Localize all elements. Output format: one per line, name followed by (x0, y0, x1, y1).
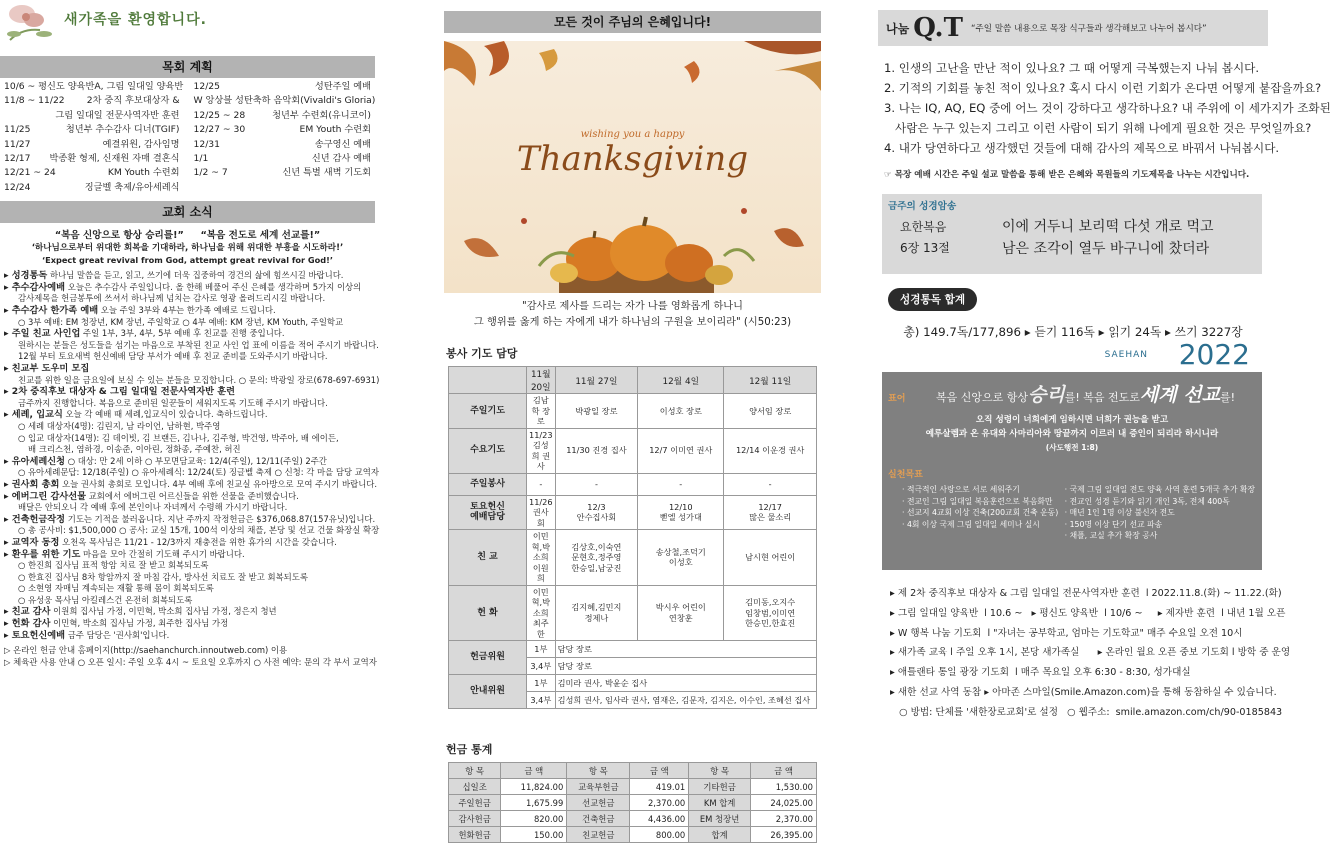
duty-cell: 김지혜,김민지 정제나 (555, 585, 638, 641)
goal-item: · 선교지 4교회 이상 건축(200교회 건축 운동) (902, 508, 1059, 517)
news-detail: 하나님 말씀을 듣고, 읽고, 쓰기에 더욱 집중하여 경건의 삶에 힘쓰시길 바랍니다. (47, 270, 344, 281)
slogan-main: “복음 신앙으로 항상 승리를!” “복음 전도로 세계 선교를!” (54, 230, 321, 242)
schedule-date: 12/24 (4, 181, 31, 193)
offering-row (449, 779, 817, 795)
online-offering-note: ▷ 온라인 헌금 안내 홈페이지(http://saehanchurch.innoutweb.com) 이용 (4, 645, 288, 656)
grace-banner: 모든 것이 주님의 은혜입니다! (444, 11, 821, 33)
news-detail: ○ 총 공사비: $1,500,000 ○ 공사: 교실 15개, 100석 이상의 채플, 본당 및 선교 건물 화장실 확장 (18, 525, 380, 536)
schedule-date: 11/27 (4, 138, 31, 150)
schedule-row (194, 152, 372, 166)
duty-date-header: 12월 4일 (638, 367, 724, 394)
offering-amount: 419.01 (630, 779, 689, 795)
schedule-event: 신년 감사 예배 (311, 153, 371, 165)
schedule-date: 11/8 ~ 11/22 (4, 95, 65, 107)
news-heading: ▸ 에버그린 감사선물 (4, 490, 87, 502)
memory-verse-box (882, 194, 1262, 274)
schedule-event: 송구영신 예배 (314, 138, 371, 150)
schedule-event: 박종환 형제, 신재원 자매 결혼식 (49, 153, 180, 165)
news-detail: ○ 세례 대상자(4명): 김린지, 남 라이언, 남하현, 박주영 (18, 420, 221, 431)
schedule-event: 2차 중직 후보대상자 & (86, 95, 180, 107)
duty-row (449, 394, 817, 429)
news-heading: ▸ 토요헌신예배 (4, 629, 66, 641)
schedule-row (194, 123, 372, 137)
offering-amount: 26,395.00 (750, 827, 816, 843)
schedule-row (194, 138, 372, 152)
offering-amount: 2,370.00 (630, 795, 689, 811)
news-heading: ▸ 세례, 입교식 (4, 409, 63, 421)
news-item (4, 456, 371, 468)
news-detail: 오늘 권사회 총회로 모입니다. 4부 예배 후에 친교실 유아방으로 모여 주시기 바랍니다. (59, 478, 378, 489)
news-detail: ○ 유성웅 목사님 아킬레스건 온전히 회복되도록 (18, 594, 193, 605)
news-item (4, 398, 371, 410)
card-title: Thanksgiving (516, 139, 749, 179)
announcement-links (878, 584, 1291, 723)
schedule-date: 1/2 ~ 7 (193, 167, 228, 179)
news-heading: ▸ 2차 중직후보 대상자 & 그림 일대일 전문사역자반 훈련 (4, 386, 235, 398)
guide-names: 김미라 권사, 박윤순 집사 (555, 675, 816, 692)
goal-label: 실천목표 (888, 470, 923, 480)
qt-header (878, 10, 1268, 46)
schedule-date: 12/17 (4, 153, 31, 165)
schedule-row (4, 166, 180, 180)
goal-item: · 전교인 그림 일대일 복음훈련으로 복음화만 (902, 496, 1053, 506)
duty-row-label: 주일기도 (449, 394, 527, 429)
announcement-link[interactable]: ▸ 새가족 교육 l 주일 오후 1시, 본당 새가족실 ▸ 온라인 월요 오픈 중보 기도회 l 방학 중 운영 (890, 647, 1291, 659)
offering-row (449, 827, 817, 843)
motto-part-b: 승리 (1028, 384, 1065, 406)
news-item (4, 282, 371, 294)
offering-item: KM 합계 (689, 795, 751, 811)
schedule-date: 11/25 (4, 124, 31, 136)
offering-amount: 820.00 (501, 811, 567, 827)
news-item (4, 618, 371, 630)
year-number: 2022 (1178, 338, 1250, 371)
news-item (4, 328, 371, 340)
motto-label: 표어 (888, 394, 906, 404)
offering-amount: 24,025.00 (750, 795, 816, 811)
motto-part-a: 복음 신앙으로 항상 (936, 391, 1029, 404)
news-item (4, 363, 371, 375)
offering-amount: 800.00 (630, 827, 689, 843)
money-part: 3,4부 (527, 658, 556, 675)
qt-label-small: 나눔 (886, 21, 910, 36)
news-detail: 금주까지 진행합니다. 복음으로 준비된 일꾼들이 세워지도록 기도해 주시기 바랍니다. (18, 397, 328, 408)
offering-amount: 150.00 (501, 827, 567, 843)
news-detail: 이민혁, 박소희 집사님 가정, 최주한 집사님 가정 (50, 618, 229, 629)
news-item (4, 583, 371, 595)
welcome-text: 새가족을 환영합니다. (64, 12, 207, 28)
duty-cell: 11/26 권사회 (527, 495, 556, 530)
news-item (4, 560, 371, 572)
duty-row (449, 530, 817, 586)
schedule-title: 목회 계획 (0, 56, 375, 78)
news-list (0, 270, 380, 641)
money-names: 담당 장로 (555, 641, 816, 658)
duty-cell: 12/10 뻗엘 성가대 (638, 495, 724, 530)
duty-cell: 이민혁,박소희 이원희 (527, 530, 556, 586)
offering-header: 금 액 (630, 763, 689, 779)
offering-header: 금 액 (501, 763, 567, 779)
goal-item: · 150명 이상 단기 선교 파송 (1064, 519, 1163, 529)
schedule-date: W 앙상블 성탄축하 음악회(Vivaldi's Gloria) (193, 95, 376, 107)
news-heading: ▸ 헌화 감사 (4, 618, 51, 630)
announcement-link[interactable]: ▸ 새한 선교 사역 동참 ▸ 아마존 스마일(Smile.Amazon.com)을 통해 동참하실 수 있습니다. (890, 686, 1277, 698)
announcement-link[interactable]: ○ 방법: 단체를 '새한장로교회'로 설정 ○ 웹주소: smile.amazon.com/ch/90-0185843 (890, 706, 1283, 718)
duty-cell: 김남학 장로 (527, 394, 556, 429)
offering-header: 항 목 (449, 763, 501, 779)
qt-label-big: Q.T (913, 13, 963, 43)
news-detail: ○ 대상: 만 2세 이하 ○ 부모면담교육: 12/4(주일), 12/11(주일) 2주간 (65, 455, 327, 466)
motto-verse-ref: (사도행전 1:8) (1045, 443, 1099, 452)
offering-item: 교육부헌금 (567, 779, 630, 795)
news-item (4, 502, 371, 514)
announcement-link[interactable]: ▸ 애틀랜타 통일 광장 기도회 l 매주 목요일 오후 6:30 - 8:30, 성가대실 (890, 667, 1191, 679)
news-item (4, 513, 376, 526)
news-item (4, 305, 371, 317)
offering-item: 선교헌금 (567, 795, 630, 811)
offering-title: 헌금 통계 (446, 743, 493, 756)
news-detail: 오늘은 추수감사 주일입니다. 올 한해 베풀어 주신 은혜를 생각하며 5가지 이상의 (65, 281, 362, 292)
goal-item: · 채플, 교실 추가 확장 공사 (1064, 531, 1158, 540)
duty-cell: 12/17 많은 물소리 (724, 495, 817, 530)
goal-item: · 매년 1인 1명 이상 불신자 전도 (1064, 508, 1175, 517)
duty-corner (449, 367, 527, 394)
duty-cell: 이민혁,박소희 최주한 (527, 585, 556, 641)
offering-item: 감사헌금 (449, 811, 501, 827)
news-heading: ▸ 주일 친교 사인업 (4, 328, 81, 340)
news-title: 교회 소식 (0, 201, 375, 223)
schedule-date: 12/21 ~ 24 (4, 167, 56, 179)
guide-row (449, 675, 817, 692)
qt-question: 2. 기적의 기회를 놓친 적이 있나요? 혹시 다시 이런 기회가 온다면 어떻게 붙잡을까요? (884, 81, 1322, 95)
schedule-list (0, 80, 375, 195)
duty-row (449, 585, 817, 641)
announcement-link[interactable]: ▸ W 행복 나눔 기도회 l "자녀는 공부학교, 엄마는 기도학교" 매주 수요일 오전 10시 (890, 627, 1243, 639)
schedule-event: KM Youth 수련회 (107, 167, 180, 179)
duty-date-header: 12월 11일 (724, 367, 817, 394)
announcement-link[interactable]: ▸ 그림 일대일 양육반 l 10.6 ~ ▸ 평신도 양육반 l 10/6 ~ ▸ 제자반 훈련 l 내년 1월 오픈 (890, 607, 1286, 619)
column-left (0, 0, 380, 793)
schedule-row (4, 94, 180, 108)
offering-item: EM 청장년 (689, 811, 751, 827)
news-item (4, 270, 371, 282)
offering-row (449, 795, 817, 811)
verse-line-1: "감사로 제사를 드리는 자가 나를 영화롭게 하나니 (522, 301, 743, 312)
news-heading: ▸ 추수감사 한가족 예배 (4, 305, 99, 317)
schedule-date: 12/27 ~ 30 (193, 124, 246, 136)
qt-description: “주일 말씀 내용으로 목장 식구들과 생각해보고 나누어 봅시다” (970, 24, 1207, 34)
offering-item: 건축헌금 (567, 811, 630, 827)
memory-text-1: 이에 거두니 보리떡 다섯 개로 먹고 (1002, 219, 1214, 235)
news-item (4, 467, 379, 479)
offering-amount: 11,824.00 (501, 779, 567, 795)
news-item (4, 374, 380, 387)
memory-title: 금주의 성경암송 (888, 201, 957, 212)
goal-item: · 적극적인 사랑으로 서로 세워주기 (902, 485, 1020, 494)
news-heading: ▸ 추수감사예배 (4, 281, 66, 293)
duty-cell: - (638, 473, 724, 495)
schedule-date: 12/25 ~ 28 (193, 109, 246, 121)
offering-amount: 1,675.99 (501, 795, 567, 811)
duty-row-label: 주일봉사 (449, 473, 527, 495)
duty-cell: 김미동,오지수 임창범,이미연 한승민,한효진 (724, 585, 817, 641)
schedule-row (193, 94, 376, 108)
news-item (4, 351, 371, 363)
duty-date-header: 11월 27일 (555, 367, 638, 394)
schedule-event: 청년부 수련회(유니코이) (272, 109, 371, 121)
announcement-link[interactable]: ▸ 제 2차 중직후보 대상자 & 그림 일대일 전문사역자반 훈련 l 2022.11.8.(화) ~ 11.22.(화) (890, 588, 1282, 599)
duty-cell: 이성호 장로 (638, 394, 724, 429)
duty-cell: - (527, 473, 556, 495)
schedule-event: 징글벨 축제/유아세례식 (84, 181, 180, 193)
news-detail: 배 크리스천, 염하경, 이송준, 이아린, 정화종, 주예찬, 허진 (28, 444, 241, 455)
schedule-row (4, 123, 180, 137)
schedule-row (4, 109, 180, 123)
schedule-row (4, 138, 180, 152)
offering-item: 친교헌금 (567, 827, 630, 843)
news-heading: ▸ 친교 감사 (4, 606, 51, 618)
memory-ref-book: 요한복음 (900, 220, 947, 234)
offering-item: 합계 (689, 827, 751, 843)
schedule-date: 1/1 (193, 153, 209, 165)
guide-label: 안내위원 (449, 675, 527, 709)
motto-part-e: 를! (1219, 391, 1235, 404)
duty-cell: 양서임 장로 (724, 394, 817, 429)
duty-row-label: 토요헌신 예배담당 (449, 495, 527, 530)
motto-panel (882, 372, 1262, 570)
motto-part-c: 를! 복음 전도로 (1064, 391, 1140, 404)
money-label: 헌금위원 (449, 641, 527, 675)
reading-stats: 총) 149.7독/177,896 ▸ 듣기 116독 ▸ 읽기 24독 ▸ 쓰기 3227장 (903, 325, 1243, 339)
news-detail: ○ 한효진 집사님 8차 항암까지 잘 마침 감사, 방사선 치료도 잘 받고 회복되도록 (18, 571, 308, 582)
schedule-date: 10/6 ~ 평신도 양육반A, 그림 일대일 양육반 (4, 81, 184, 92)
duty-cell: 12/3 안수집사회 (555, 495, 638, 530)
schedule-event: 성탄주일 예배 (314, 81, 371, 92)
thanksgiving-card (444, 41, 821, 293)
news-item (4, 478, 378, 491)
welcome-header (0, 0, 375, 44)
news-item (4, 421, 371, 433)
news-detail: 친교를 위한 일을 금요일에 보실 수 있는 분들을 모집합니다. ○ 문의: 박광일 장로(678-697-6931) (18, 374, 380, 385)
offering-item: 헌화헌금 (449, 827, 501, 843)
qt-question: 4. 내가 당연하다고 생각했던 것들에 대해 감사의 제목으로 바꿔서 나눠봅시다. (884, 141, 1280, 155)
news-item (4, 409, 371, 421)
news-item (4, 572, 371, 584)
offering-row (449, 811, 817, 827)
news-heading: ▸ 성경통독 (4, 270, 48, 282)
money-row (449, 641, 817, 658)
schedule-right (188, 80, 376, 195)
qt-note: ☞ 목장 예배 시간은 주일 설교 말씀을 통해 받은 은혜와 목원들의 기도제목을 나누는 시간입니다. (884, 170, 1250, 180)
news-item (4, 444, 371, 456)
news-detail: 원하시는 분들은 성도들을 섬기는 마음으로 부착된 친교 사인 업 표에 이름을 적어 주시기 바랍니다. (18, 339, 379, 350)
guide-names: 김성희 권사, 임사라 권사, 염재은, 김문자, 김지은, 이수인, 조혜선 집사 (555, 692, 816, 709)
news-heading: ▸ 권사회 총회 (4, 478, 60, 490)
schedule-event: 청년부 추수감사 디너(TGIF) (65, 124, 180, 136)
news-detail: 감사제목을 헌금봉투에 쓰셔서 하나님께 넘치는 감사로 영광 올려드리시길 바랍니다. (18, 293, 326, 304)
news-item (4, 549, 371, 561)
duty-row-label: 헌 화 (449, 585, 527, 641)
offering-table (448, 762, 817, 843)
reading-badge: 성경통독 합계 (888, 288, 977, 311)
goal-item: · 4회 이상 국제 그림 일대일 세미나 실시 (902, 519, 1040, 529)
news-item (4, 317, 371, 329)
news-item (4, 595, 371, 607)
goals-right (1065, 484, 1256, 542)
slogan-english: ‘Expect great revival from God, attempt great revival for God!’ (42, 255, 333, 266)
news-detail: 오늘 각 예배 때 세례,입교식이 있습니다. 축하드립니다. (62, 409, 268, 420)
offering-header: 항 목 (567, 763, 630, 779)
duty-table (448, 366, 817, 709)
news-item (4, 491, 371, 503)
offering-item: 기타헌금 (689, 779, 751, 795)
duty-cell: 12/14 이운경 권사 (724, 428, 817, 473)
duty-cell: 박광일 장로 (555, 394, 638, 429)
news-heading: ▸ 유아세례신청 (4, 455, 66, 467)
offering-amount: 4,436.00 (630, 811, 689, 827)
schedule-row (194, 166, 372, 180)
schedule-event: 신년 특별 새벽 기도회 (282, 167, 371, 179)
guide-part: 3,4부 (527, 692, 556, 709)
duty-cell: 박시우 어린이 연창훈 (638, 585, 724, 641)
news-heading: ▸ 건축헌금작정 (4, 513, 66, 525)
duty-cell: 김상호,이숙연 문현호,정주영 한승일,남궁진 (555, 530, 638, 586)
qt-question: 1. 인생의 고난을 만난 적이 있나요? 그 때 어떻게 극복했는지 나눠 봅시다. (884, 61, 1260, 75)
flower-icon (0, 0, 64, 44)
news-detail: 이원희 집사님 가정, 이민혁, 박소희 집사님 가정, 정은지 청년 (50, 606, 277, 617)
schedule-row (4, 80, 184, 94)
news-detail: ○ 입교 대상자(14명): 김 데이빗, 김 브랜든, 김나나, 김주형, 박건영, 박주아, 배 에이든, (18, 432, 339, 443)
news-item (4, 293, 371, 305)
slogan-korean: ‘하나님으로부터 위대한 회복을 기대하라, 하나님을 위해 위대한 부흥을 시도하라!’ (31, 243, 344, 254)
gym-note: ▷ 체육관 사용 안내 ○ 오픈 일시: 주일 오후 4시 ~ 토요일 오후까지 ○ 사전 예약: 문의 각 부서 교역자 (4, 656, 377, 667)
news-detail: 오늘 주일 3부와 4부는 한가족 예배로 드립니다. (98, 305, 276, 316)
schedule-left (4, 80, 188, 195)
news-item (4, 630, 371, 642)
news-heading: ▸ 환우를 위한 기도 (4, 548, 81, 560)
news-detail: 오천옥 목사님은 11/21 - 12/3까지 재충전을 위한 휴가의 시간을 갖습니다. (59, 536, 337, 547)
offering-header: 항 목 (689, 763, 751, 779)
duty-cell: 11/30 진경 집사 (555, 428, 638, 473)
duty-date-header: 11월 20일 (527, 367, 556, 394)
schedule-date: 12/31 (193, 138, 220, 150)
duty-row (449, 428, 817, 473)
duty-row (449, 495, 817, 530)
news-item (4, 525, 380, 537)
news-detail: 기도는 기적을 불러옵니다. 지난 주까지 작정헌금은 $376,068.87(157유닛)입니다. (65, 513, 376, 524)
guide-part: 1부 (527, 675, 556, 692)
duty-title: 봉사 기도 담당 (446, 347, 518, 360)
news-heading: ▸ 친교부 도우미 모집 (4, 363, 90, 374)
schedule-date: 12/25 (193, 81, 220, 92)
money-part: 1부 (527, 641, 556, 658)
schedule-event: 예결위원, 감사임명 (102, 138, 180, 150)
schedule-row (194, 80, 372, 94)
news-detail: 주일 1부, 3부, 4부, 5부 예배 후 친교를 진행 중입니다. (80, 328, 285, 339)
schedule-row (4, 181, 180, 195)
offering-amount: 1,530.00 (750, 779, 816, 795)
news-heading: ▸ 교역자 동정 (4, 536, 60, 548)
news-item (4, 537, 371, 549)
qt-question: 3. 나는 IQ, AQ, EQ 중에 어느 것이 강하다고 생각하나요? 내 주위에 이 세가지가 조화된 (884, 101, 1331, 115)
news-detail: ○ 유아세례문답: 12/18(주일) ○ 유아세례식: 12/24(토) 징글벨 축제 ○ 신청: 각 마을 담당 교역자 (18, 467, 379, 478)
goal-item: · 국제 그림 일대일 전도 양육 사역 훈련 5개국 추가 확장 (1064, 485, 1256, 494)
card-greeting: wishing you a happy (580, 129, 685, 140)
news-detail: 12월 부터 토요새벽 헌신예배 담당 부서가 예배 후 친교 준비를 도와주시기 바랍니다. (18, 351, 328, 362)
news-detail: ○ 한진희 집사님 표적 항암 치료 잘 받고 회복되도록 (18, 560, 209, 571)
column-right (878, 0, 1331, 793)
schedule-row (4, 152, 180, 166)
schedule-event: 그림 일대일 전문사역자반 훈련 (55, 109, 180, 121)
duty-row (449, 473, 817, 495)
memory-ref-verse: 6장 13절 (900, 241, 950, 255)
goals-left (888, 484, 1065, 542)
duty-row-label: 친 교 (449, 530, 527, 586)
verse-line-2: 그 행위를 옳게 하는 자에게 내가 하나님의 구원을 보이리라" (시50:23) (473, 317, 792, 328)
motto-verse-1: 오직 성령이 너희에게 임하시면 너희가 권능을 받고 (975, 415, 1169, 425)
column-middle (440, 0, 825, 840)
duty-cell: 11/23 김성희 권사 (527, 428, 556, 473)
offering-header: 금 액 (750, 763, 816, 779)
schedule-event: EM Youth 수련회 (299, 124, 371, 136)
offering-item: 주일헌금 (449, 795, 501, 811)
memory-text-2: 남은 조각이 열두 바구니에 찼더라 (1002, 241, 1210, 257)
duty-cell: 12/7 이미연 권사 (638, 428, 724, 473)
news-item (4, 606, 371, 618)
news-detail: 금주 담당은 '권사회'입니다. (65, 629, 170, 640)
qt-question: 사람은 누구 있는지 그리고 이런 사람이 되기 위해 나에게 필요한 것은 무엇일까요? (884, 121, 1312, 135)
offering-item: 십일조 (449, 779, 501, 795)
money-names: 담당 장로 (555, 658, 816, 675)
goal-item: · 전교인 성경 듣기와 읽기 개인 3독, 전체 400독 (1064, 496, 1230, 506)
duty-cell: - (724, 473, 817, 495)
offering-amount: 2,370.00 (750, 811, 816, 827)
motto-part-d: 세계 선교 (1139, 384, 1220, 406)
news-item (4, 386, 371, 398)
year-label: SAEHAN (1104, 350, 1148, 360)
duty-cell: 남시현 어린이 (724, 530, 817, 586)
news-detail: ○ 소현영 자매님 계속되는 재활 통해 몸이 회복되도록 (18, 583, 214, 594)
news-detail: 교회에서 에버그린 어르신들을 위한 선물을 준비했습니다. (86, 490, 299, 501)
schedule-row (194, 109, 372, 123)
duty-cell: - (555, 473, 638, 495)
news-detail: ○ 3부 예배: EM 청장년, KM 장년, 주일학교 ○ 4부 예배: KM 장년, KM Youth, 주일학교 (18, 316, 344, 327)
news-detail: 마음을 모아 간절히 기도해 주시기 바랍니다. (80, 548, 245, 559)
news-detail: 배달은 안되오니 각 예배 후에 본인이나 자녀께서 수령해 가시기 바랍니다. (18, 502, 288, 513)
news-item (4, 339, 379, 352)
qt-questions (878, 58, 1331, 158)
duty-cell: 송상철,조덕기 이성호 (638, 530, 724, 586)
motto-verse-2: 예루살렘과 온 유대와 사마리아와 땅끝까지 이르러 내 증인이 되리라 하시니라 (925, 429, 1219, 439)
duty-row-label: 수요기도 (449, 428, 527, 473)
news-item (4, 433, 371, 445)
